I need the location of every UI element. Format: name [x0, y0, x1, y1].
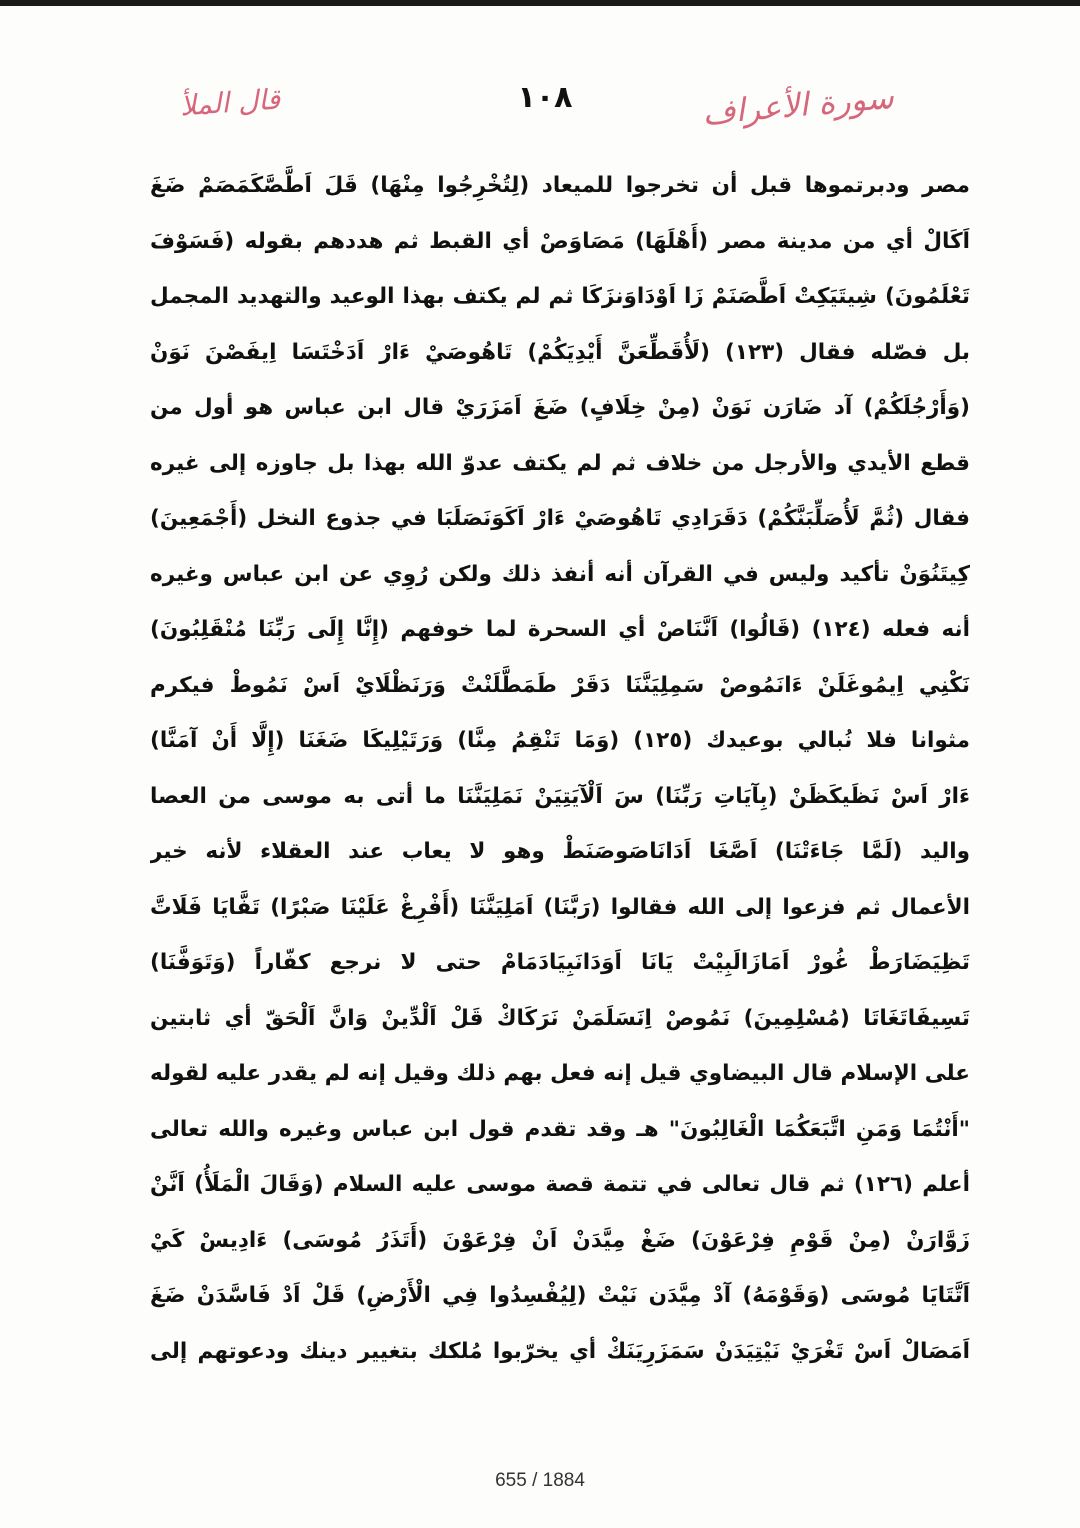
text-line: أنه فعله (١٢٤) (قَالُوا) اَنَّنَاصْ أي السحرة لما خوفهم (إِنَّا إِلَى رَبِّنَا مُنْقَلِبُونَ) [150, 617, 970, 642]
text-line: واليد (لَمَّا جَاءَتْنَا) اَصَّغَا اَدَانَاصَوصَنَطْ وهو لا يعاب عند العقلاء لأنه خير [150, 839, 970, 864]
page-indicator: 655 / 1884 [495, 1470, 585, 1491]
text-line: ءَارْ اَسْ نَظَيكَظَنْ (بِآيَاتِ رَبِّنَا) سَ اَلْآيَتِيَنْ نَمَلِيَنَّنَا ما أتى به موسى من العصا [150, 783, 970, 809]
text-line: اَمَصَالْ اَسْ تَغْرَيْ نَيْتِيَدَنْ سَمَزَرِيَنَكْ أي يخرّبوا مُلكك بتغيير دينك ودعوتهم إلى [150, 1338, 970, 1364]
text-line: تَظِيَضَارَطْ غُورْ اَمَازَالَبِيْتْ يَانَا اَوَدَانَبِيَادَمَامْ حتى لا نرجع كفّاراً (وَتَوَفَّنَا) [150, 950, 970, 975]
text-line: مثوانا فلا نُبالي بوعيدك (١٢٥) (وَمَا تَنْقِمُ مِنَّا) وَرَتَيْلِيكَا ضَغَنَا (إِلَّا أَنْ آمَنَّا) [150, 728, 970, 753]
text-line: (وَأَرْجُلَكُمْ) آد ضَارَن نَوَنْ (مِنْ خِلَافٍ) ضَغَ اَمَزَرَيْ قال ابن عباس هو أول من [150, 395, 970, 420]
text-line: اَتَّتَايَا مُوسَى (وَقَوْمَهُ) آدْ مِيَّدَن نَيْتْ (لِيُفْسِدُوا فِي الْأَرْضِ) قَلْ اَدْ فَاسَّدَنْ ضَغَ [150, 1283, 970, 1308]
text-line: مصر ودبرتموها قبل أن تخرجوا للميعاد (لِتُخْرِجُوا مِنْهَا) قَلَ اَطَّصَّكَمَصَمْ ضَغَ [150, 173, 970, 198]
handwritten-surah-note: سورة الأعراف [700, 77, 896, 133]
text-line: على الإسلام قال البيضاوي قيل إنه فعل بهم ذلك وقيل إنه لم يقدر عليه لقوله [150, 1061, 970, 1086]
text-line: نَكْنِي اِيمُوغَلَنْ ءَانَمُوصْ سَمِلِيَنَّنَا دَقَرْ طَمَطَّلَنْتْ وَرَنَظْلَايْ اَسْ نَمُوطْ فيكرم [150, 672, 970, 698]
text-line: كِيتَنُوَنْ تأكيد وليس في القرآن أنه أنفذ ذلك ولكن رُوِي عن ابن عباس وغيره [150, 561, 970, 587]
text-line: اَكَالْ أي من مدينة مصر (أَهْلَهَا) مَصَاوَصْ أي القبط ثم هددهم بقوله (فَسَوْفَ [150, 228, 970, 254]
text-line: تَعْلَمُونَ) شِيتَيَكِتْ اَطَّصَنَمْ زَا اَوْدَاوَنزَكَا ثم لم يكتف بهذا الوعيد والتهديد المجمل [150, 284, 970, 309]
text-line: تَسِيفَاتَغَاتَا (مُسْلِمِينَ) نَمُوصْ اِنَسَلَمَنْ نَرَكَاكْ قَلْ اَلْدِّينْ وَانَّ اَلْحَقّ أي ثابتين [150, 1005, 970, 1031]
page-number: ١٠٨ [517, 80, 573, 115]
tafsir-body [150, 158, 970, 1379]
text-line: زَوَّارَنْ (مِنْ قَوْمِ فِرْعَوْنَ) ضَغْ مِيَّدَنْ اَنْ فِرْعَوْنَ (أَتَذَرُ مُوسَى) ءَادِيسْ كَيْ [150, 1227, 970, 1253]
text-line: الأعمال ثم فزعوا إلى الله فقالوا (رَبَّنَا) اَمَلِيَنَّنَا (أَفْرِغْ عَلَيْنَا صَبْرًا) تَفَّايَا فَلَاتَّ [150, 894, 970, 920]
text-line: أعلم (١٢٦) ثم قال تعالى في تتمة قصة موسى عليه السلام (وَقَالَ الْمَلَأُ) اَنَّنْ [150, 1172, 970, 1197]
text-line: بل فصّله فقال (١٢٣) (لَأُقَطِّعَنَّ أَيْدِيَكُمْ) تَاهُوصَيْ ءَارْ اَدَخْتَسَا اِيفَصْنَ نَوَنْ [150, 339, 970, 365]
handwritten-juz-note: قال الملأ [178, 82, 282, 123]
text-line: "أَنْتُمَا وَمَنِ اتَّبَعَكُمَا الْغَالِبُونَ" هـ وقد تقدم قول ابن عباس وغيره والله تعالى [150, 1116, 970, 1142]
text-line: قطع الأيدي والأرجل من خلاف ثم لم يكتف عدوّ الله بهذا بل جاوزه إلى غيره [150, 450, 970, 476]
text-line: فقال (ثُمَّ لَأُصَلِّبَنَّكُمْ) دَقَرَادِي تَاهُوصَيْ ءَارْ اَكَوَنَصَلَبَا في جذوع النخل (أَجْمَعِينَ) [150, 506, 970, 531]
